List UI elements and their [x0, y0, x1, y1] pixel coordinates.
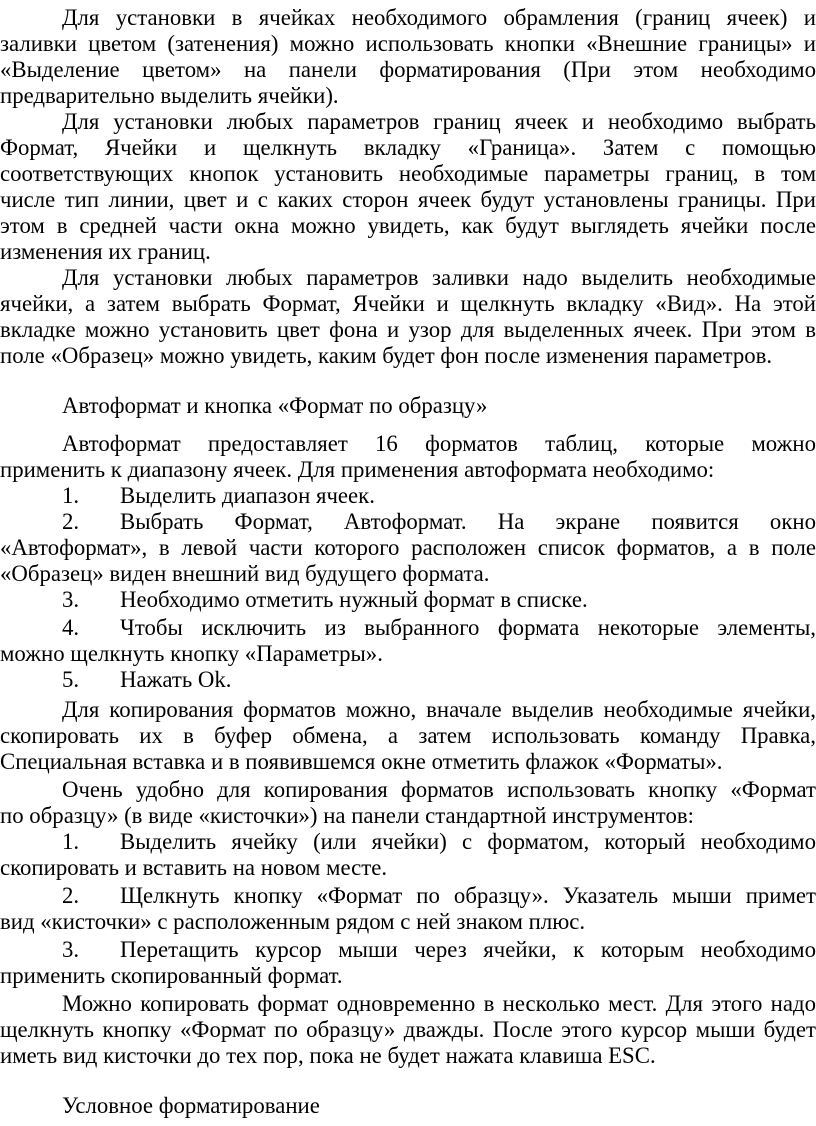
list-item-text: Выбрать Формат, Автоформат. На экране появится окно	[120, 509, 816, 534]
list-item	[0, 483, 816, 509]
list-item-text: Щелкнуть кнопку «Формат по образцу». Указатель мыши примет	[120, 883, 816, 908]
section-heading-autoformat	[0, 393, 816, 419]
list-item-line: вид «кисточки» с расположенным рядом с ней знаком плюс.	[0, 909, 586, 934]
list-item-number: 2.	[62, 509, 80, 534]
paragraph-fill-settings	[0, 265, 816, 369]
paragraph-line: заливки цветом (затенения) можно использовать кнопки «Внешние границы» и	[0, 31, 816, 56]
paragraph-autoformat-intro	[0, 431, 816, 483]
paragraph-line: щелкнуть кнопку «Формат по образцу» дважды. После этого курсор мыши будет	[0, 1017, 816, 1042]
list-item-number: 3.	[62, 587, 80, 612]
paragraph-line: Очень удобно для копирования форматов использовать кнопку «Формат	[62, 777, 816, 802]
list-item-text: Необходимо отметить нужный формат в списке.	[120, 587, 588, 612]
list-item-text: Выделить ячейку (или ячейки) с форматом, который необходимо	[120, 829, 816, 854]
paragraph-line: Можно копировать формат одновременно в несколько мест. Для этого надо	[62, 991, 816, 1016]
paragraph-line: Для установки в ячейках необходимого обрамления (границ ячеек) и	[62, 5, 816, 30]
list-item-line: применить скопированный формат.	[0, 963, 343, 988]
list-item-line: можно щелкнуть кнопку «Параметры».	[0, 641, 383, 666]
list-item-number: 1.	[62, 829, 80, 854]
list-item	[0, 509, 816, 587]
list-item-line	[0, 883, 816, 909]
list-item-line	[0, 667, 816, 693]
paragraph-multiple-copy	[0, 991, 816, 1069]
list-item	[0, 829, 816, 881]
list-item	[0, 615, 816, 667]
paragraph-line: Формат, Ячейки и щелкнуть вкладку «Граница». Затем с помощью	[0, 135, 816, 160]
paragraph-line: скопировать их в буфер обмена, а затем использовать команду Правка,	[0, 723, 816, 748]
paragraph-line: предварительно выделить ячейки).	[0, 83, 339, 108]
paragraph-line: Для установки любых параметров границ ячеек и необходимо выбрать	[62, 109, 816, 134]
list-item	[0, 667, 816, 693]
list-item	[0, 587, 816, 613]
paragraph-line: иметь вид кисточки до тех пор, пока не будет нажата клавиша ESC.	[0, 1043, 656, 1068]
list-item-text: Нажать Ok.	[120, 667, 232, 692]
heading-text: Условное форматирование	[62, 1093, 320, 1118]
list-item-text: Перетащить курсор мыши через ячейки, к которым необходимо	[120, 937, 816, 962]
paragraph-line: Для копирования форматов можно, вначале выделив необходимые ячейки,	[62, 697, 816, 722]
paragraph-line: «Выделение цветом» на панели форматирования (При этом необходимо	[0, 57, 816, 82]
list-item-line	[0, 509, 816, 535]
paragraph-line: числе тип линии, цвет и с каких сторон ячеек будут установлены границы. При	[0, 187, 816, 212]
heading-text: Автоформат и кнопка «Формат по образцу»	[62, 393, 488, 418]
paragraph-line: изменения их границ.	[0, 239, 211, 264]
paragraph-border-settings	[0, 109, 816, 265]
list-item-line	[0, 483, 816, 509]
list-item-line: «Образец» виден внешний вид будущего формата.	[0, 561, 490, 586]
paragraph-line: Автоформат предоставляет 16 форматов таблиц, которые можно	[62, 431, 816, 456]
paragraph-line: вкладке можно установить цвет фона и узор для выделенных ячеек. При этом в	[0, 317, 816, 342]
list-item-line	[0, 615, 816, 641]
list-item	[0, 883, 816, 935]
section-heading-conditional-formatting	[0, 1093, 816, 1119]
list-item-line	[0, 587, 816, 613]
list-item-text: Выделить диапазон ячеек.	[120, 483, 375, 508]
list-item-line: скопировать и вставить на новом месте.	[0, 855, 388, 880]
list-item-number: 5.	[62, 667, 80, 692]
list-item-number: 2.	[62, 883, 80, 908]
paragraph-line: Специальная вставка и в появившемся окне отметить флажок «Форматы».	[0, 749, 723, 774]
list-item-number: 1.	[62, 483, 80, 508]
paragraph-line: поле «Образец» можно увидеть, каким будет фон после изменения параметров.	[0, 343, 773, 368]
paragraph-line: этом в средней части окна можно увидеть, как будут выглядеть ячейки после	[0, 213, 816, 238]
paragraph-line: по образцу» (в виде «кисточки») на панели стандартной инструментов:	[0, 803, 694, 828]
list-item-number: 4.	[62, 615, 80, 640]
list-item	[0, 937, 816, 989]
paragraph-copy-formats	[0, 697, 816, 775]
paragraph-line: Для установки любых параметров заливки надо выделить необходимые	[62, 265, 816, 290]
paragraph-format-painter-intro	[0, 777, 816, 829]
autoformat-steps-list	[0, 483, 816, 693]
paragraph-line: ячейки, а затем выбрать Формат, Ячейки и щелкнуть вкладку «Вид». На этой	[0, 291, 816, 316]
list-item-number: 3.	[62, 937, 80, 962]
format-painter-steps-list	[0, 829, 816, 989]
paragraph-line: соответствующих кнопок установить необходимые параметры границ, в том	[0, 161, 816, 186]
list-item-line	[0, 937, 816, 963]
paragraph-borders-fill-buttons	[0, 5, 816, 109]
list-item-text: Чтобы исключить из выбранного формата некоторые элементы,	[120, 615, 816, 640]
list-item-line	[0, 829, 816, 855]
list-item-line: «Автоформат», в левой части которого расположен список форматов, а в поле	[0, 535, 816, 560]
paragraph-line: применить к диапазону ячеек. Для применения автоформата необходимо:	[0, 457, 715, 482]
